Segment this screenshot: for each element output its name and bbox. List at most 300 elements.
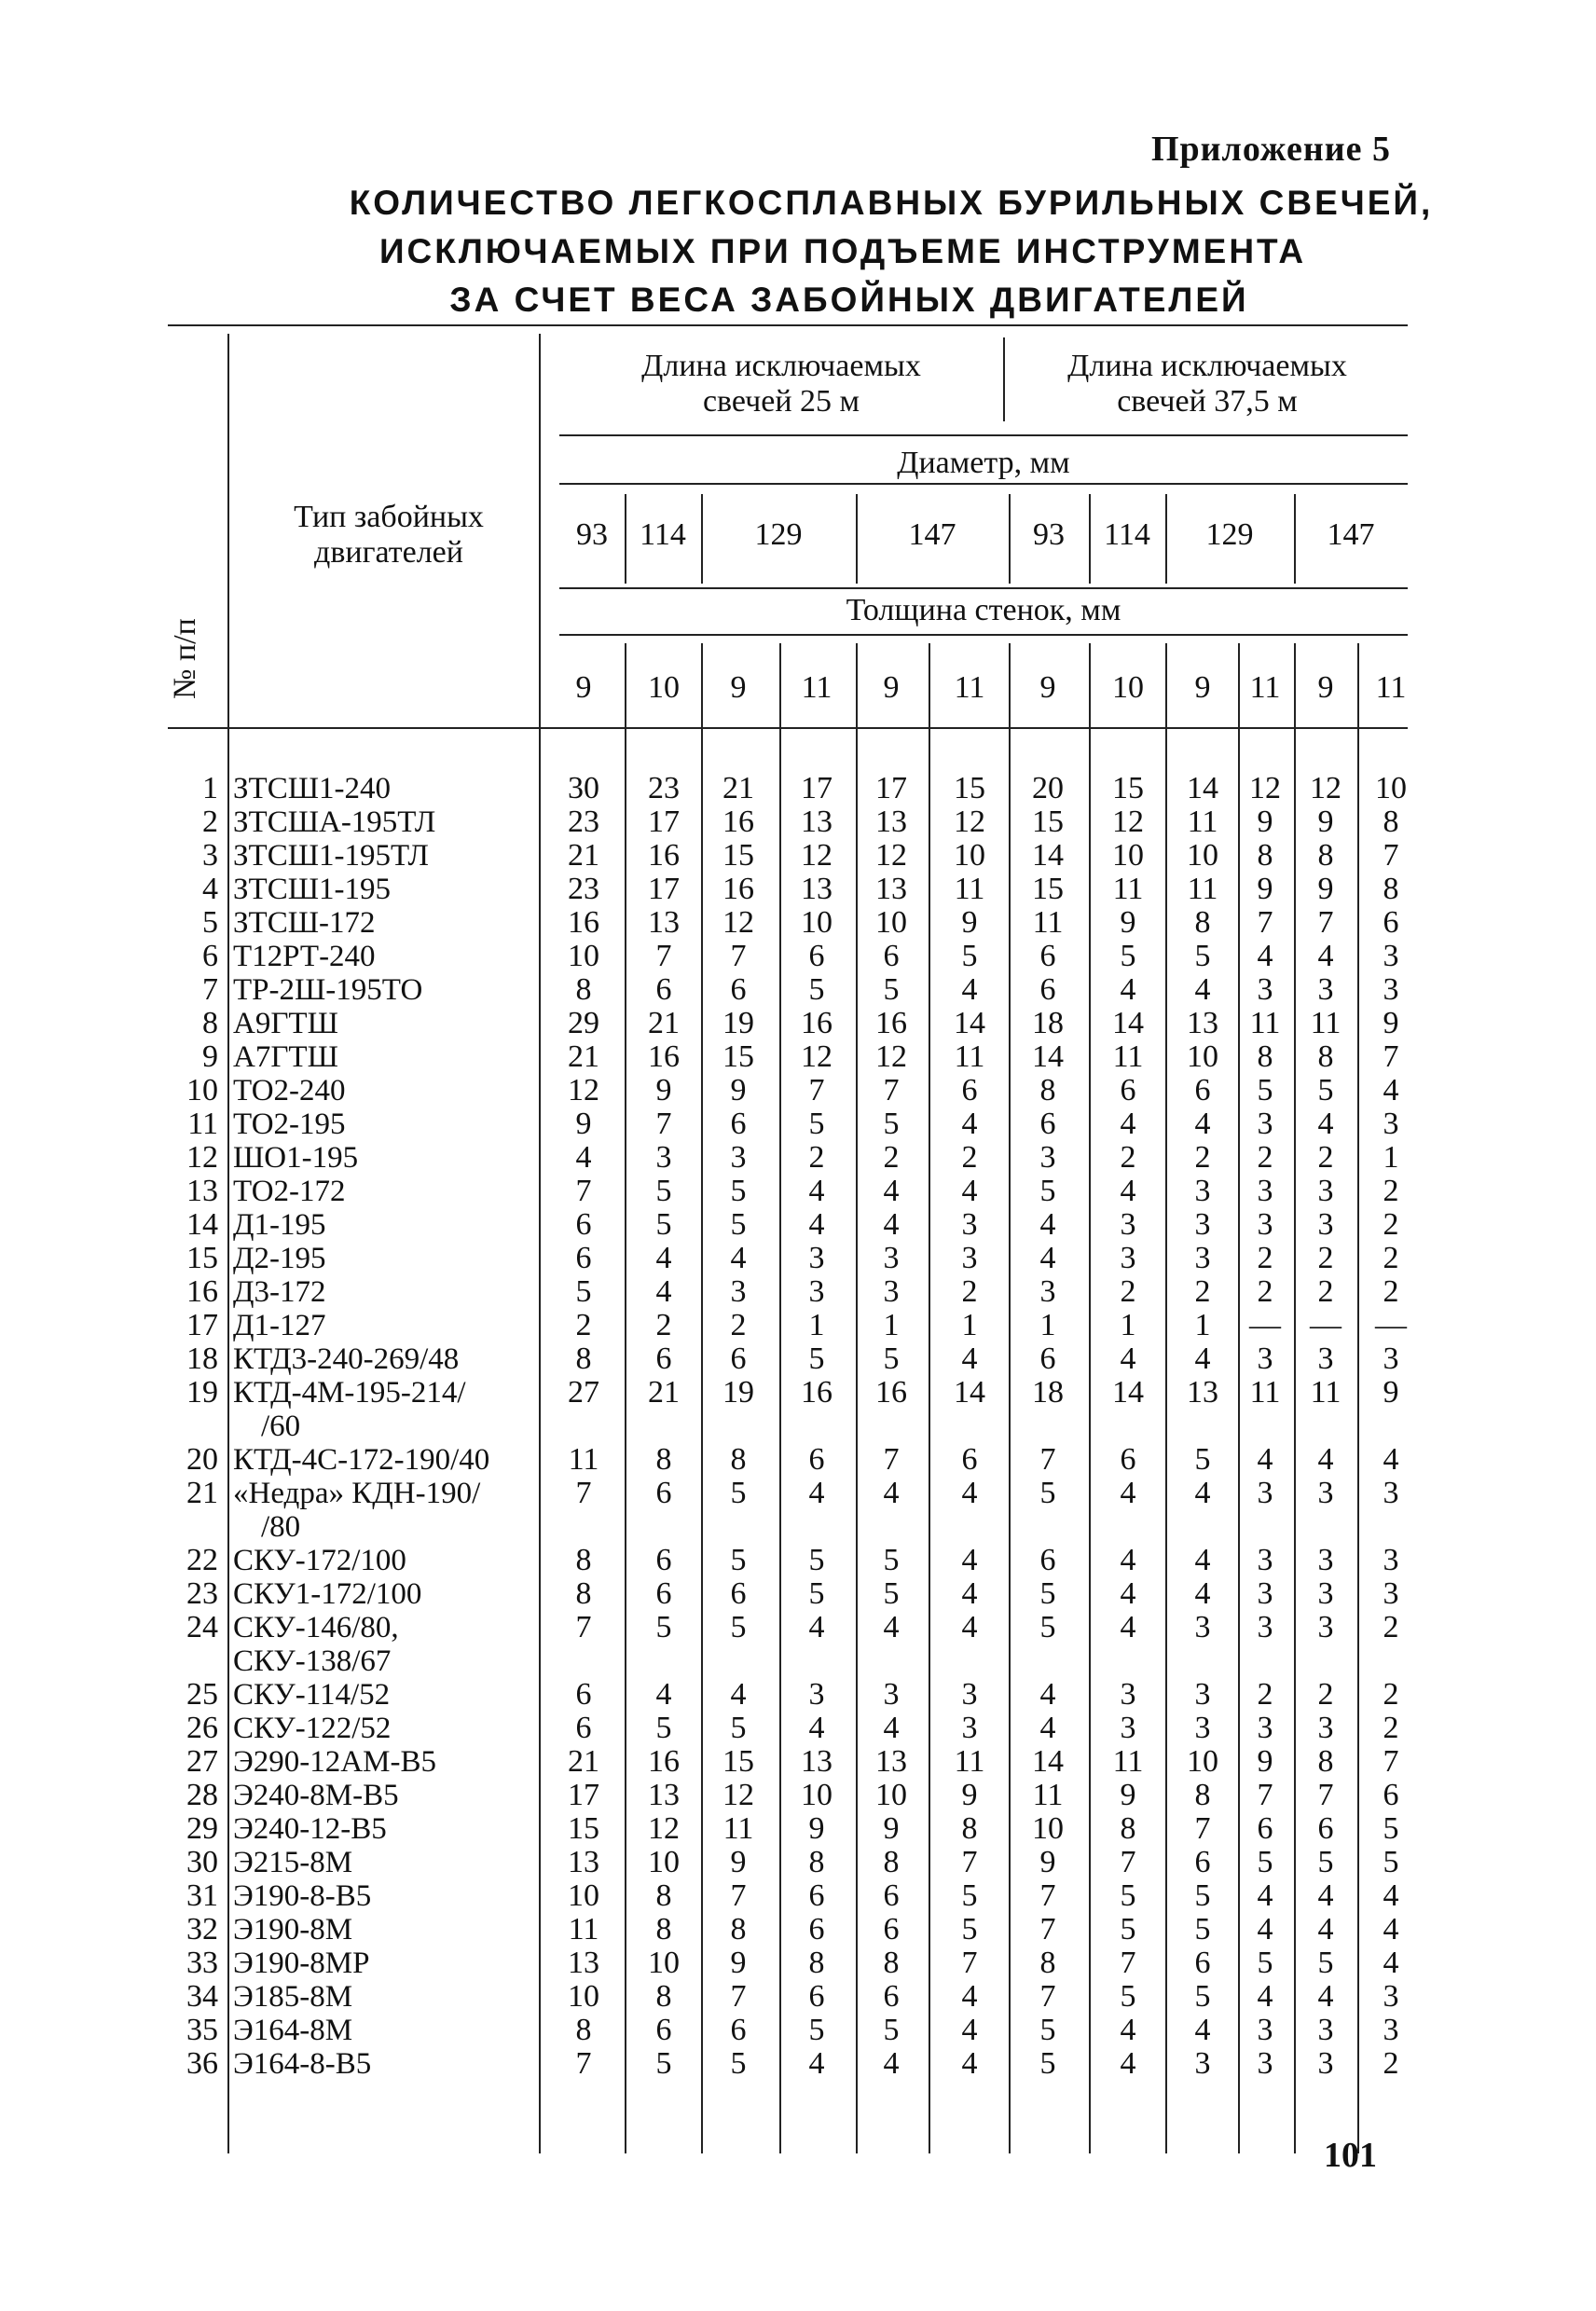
table-cell: 4 xyxy=(1317,1979,1334,2014)
table-cell: 6 xyxy=(575,1241,592,1275)
table-cell: 16 xyxy=(722,872,754,906)
table-cell: 11 xyxy=(954,1039,985,1074)
table-cell: 12 xyxy=(722,905,754,940)
table-cell: 4 xyxy=(961,1174,978,1208)
group2-header xyxy=(1007,349,1408,420)
table-cell: 2 xyxy=(575,1308,592,1342)
table-cell: 4 xyxy=(1194,1341,1211,1376)
table-cell: 4 xyxy=(655,1241,672,1275)
table-cell: 2 xyxy=(1383,1174,1399,1208)
row-number: 34 xyxy=(186,1979,218,2014)
table-cell: 12 xyxy=(875,1039,907,1074)
table-cell: 1 xyxy=(1383,1140,1399,1175)
table-cell: 5 xyxy=(1194,1912,1211,1946)
engine-type: Т12РТ-240 xyxy=(233,940,376,973)
table-cell: 2 xyxy=(1194,1140,1211,1175)
table-cell: 3 xyxy=(1257,1476,1273,1510)
table-cell: 7 xyxy=(1257,1778,1273,1812)
table-cell: 2 xyxy=(1257,1241,1273,1275)
table-cell: 3 xyxy=(1383,1107,1399,1141)
engine-type: «Недра» КДН-190/ xyxy=(233,1477,481,1510)
table-cell: 13 xyxy=(648,905,680,940)
table-cell: 4 xyxy=(1257,939,1273,973)
table-cell: 3 xyxy=(1194,1241,1211,1275)
table-cell: 9 xyxy=(1317,805,1334,839)
table-cell: 9 xyxy=(1257,1744,1273,1779)
row-number: 32 xyxy=(186,1912,218,1946)
table-cell: 11 xyxy=(1112,1039,1144,1074)
table-cell: 3 xyxy=(1257,1576,1273,1611)
table-cell: 5 xyxy=(1120,1912,1136,1946)
table-cell: 5 xyxy=(1194,1979,1211,2014)
row-number: 11 xyxy=(187,1107,218,1141)
thickness-value: 11 xyxy=(954,670,985,705)
table-cell: 6 xyxy=(1317,1811,1334,1846)
table-cell: 11 xyxy=(568,1912,599,1946)
table-cell: 3 xyxy=(808,1677,825,1712)
table-cell: 6 xyxy=(808,939,825,973)
table-cell: 9 xyxy=(1257,872,1273,906)
type-header-line-2: двигателей xyxy=(314,535,463,570)
table-cell: 3 xyxy=(1317,1341,1334,1376)
table-cell: 4 xyxy=(1194,1476,1211,1510)
table-cell: 8 xyxy=(1257,838,1273,873)
row-number: 7 xyxy=(202,972,218,1007)
table-cell: 9 xyxy=(730,1946,747,1980)
engine-type: Д1-127 xyxy=(233,1309,326,1342)
row-number: 22 xyxy=(186,1543,218,1577)
table-cell: 14 xyxy=(1032,1039,1064,1074)
diameters-rule xyxy=(559,587,1408,589)
table-cell: 7 xyxy=(1194,1811,1211,1846)
table-cell: 4 xyxy=(1039,1677,1056,1712)
table-cell: 8 xyxy=(575,1576,592,1611)
table-cell: 5 xyxy=(655,1174,672,1208)
row-number: 8 xyxy=(202,1006,218,1040)
table-cell: 3 xyxy=(1039,1274,1056,1309)
table-cell: 12 xyxy=(1310,771,1341,805)
table-cell: 2 xyxy=(1383,1610,1399,1644)
table-cell: 4 xyxy=(1120,1174,1136,1208)
table-cell: 9 xyxy=(1039,1845,1056,1879)
table-cell: 5 xyxy=(1120,1878,1136,1913)
table-cell: 6 xyxy=(1120,1442,1136,1477)
table-cell: 13 xyxy=(1187,1006,1218,1040)
table-cell: 5 xyxy=(883,1341,900,1376)
table-cell: 4 xyxy=(961,1476,978,1510)
table-cell: 3 xyxy=(1317,1174,1334,1208)
table-cell: 12 xyxy=(648,1811,680,1846)
engine-type: Э190-8М xyxy=(233,1913,353,1946)
table-cell: 9 xyxy=(961,905,978,940)
diameter-column-rule xyxy=(625,494,626,584)
table-cell: 3 xyxy=(1257,2013,1273,2047)
table-cell: 5 xyxy=(730,1610,747,1644)
row-number: 29 xyxy=(186,1811,218,1846)
table-cell: 5 xyxy=(883,2013,900,2047)
table-cell: 6 xyxy=(730,1576,747,1611)
row-number: 4 xyxy=(202,872,218,906)
thickness-value: 9 xyxy=(575,670,592,705)
table-cell: 5 xyxy=(730,1711,747,1745)
table-cell: 4 xyxy=(883,1476,900,1510)
table-cell: 2 xyxy=(1383,1207,1399,1242)
table-cell: 5 xyxy=(1194,1442,1211,1477)
table-cell: 3 xyxy=(1120,1241,1136,1275)
row-number: 12 xyxy=(186,1140,218,1175)
table-cell: 17 xyxy=(801,771,832,805)
no-header: № п/п xyxy=(168,618,202,699)
table-cell: 5 xyxy=(1120,939,1136,973)
table-cell: 6 xyxy=(730,1341,747,1376)
table-cell: 21 xyxy=(648,1006,680,1040)
thickness-header: Толщина стенок, мм xyxy=(846,593,1121,627)
table-cell: 5 xyxy=(1383,1845,1399,1879)
table-cell: 7 xyxy=(575,1610,592,1644)
engine-type: КТД-4М-195-214/ xyxy=(233,1376,466,1410)
table-cell: 1 xyxy=(883,1308,900,1342)
table-cell: 4 xyxy=(961,972,978,1007)
table-cell: 9 xyxy=(808,1811,825,1846)
engine-type: Д2-195 xyxy=(233,1242,326,1275)
table-cell: 14 xyxy=(1032,838,1064,873)
table-cell: 2 xyxy=(1317,1241,1334,1275)
table-cell: 8 xyxy=(575,2013,592,2047)
thickness-value: 11 xyxy=(1375,670,1407,705)
engine-type: КТД-4С-172-190/40 xyxy=(233,1443,490,1477)
table-cell: 7 xyxy=(575,1174,592,1208)
row-number: 1 xyxy=(202,771,218,805)
table-cell: 2 xyxy=(1120,1274,1136,1309)
table-cell: 6 xyxy=(655,1341,672,1376)
table-cell: 8 xyxy=(961,1811,978,1846)
group1-header-line-2: свечей 25 м xyxy=(702,384,860,419)
table-cell: 8 xyxy=(575,1341,592,1376)
table-cell: 4 xyxy=(883,1711,900,1745)
table-cell: 5 xyxy=(883,1107,900,1141)
table-cell: 21 xyxy=(648,1375,680,1410)
table-cell: 2 xyxy=(961,1274,978,1309)
table-cell: 3 xyxy=(1257,1711,1273,1745)
group-rule xyxy=(559,434,1408,436)
table-cell: 5 xyxy=(730,2046,747,2081)
table-cell: 6 xyxy=(883,1878,900,1913)
table-cell: 4 xyxy=(883,1610,900,1644)
engine-type: Э240-12-В5 xyxy=(233,1812,387,1846)
title-line-1: КОЛИЧЕСТВО ЛЕГКОСПЛАВНЫХ БУРИЛЬНЫХ СВЕЧЕЙ, xyxy=(349,184,1434,222)
thickness-column-rule xyxy=(1294,643,1296,2153)
table-cell: 11 xyxy=(1310,1375,1341,1410)
table-cell: 4 xyxy=(1383,1912,1399,1946)
table-cell: 2 xyxy=(1317,1140,1334,1175)
table-cell: 15 xyxy=(1032,872,1064,906)
table-cell: 6 xyxy=(1039,1543,1056,1577)
table-cell: 3 xyxy=(808,1274,825,1309)
row-number: 10 xyxy=(186,1073,218,1107)
table-cell: 4 xyxy=(1120,2046,1136,2081)
table-cell: 12 xyxy=(875,838,907,873)
table-cell: 4 xyxy=(883,2046,900,2081)
table-cell: 5 xyxy=(655,1610,672,1644)
table-cell: 8 xyxy=(1317,1744,1334,1779)
table-cell: 6 xyxy=(808,1912,825,1946)
table-cell: 1 xyxy=(1120,1308,1136,1342)
table-cell: 7 xyxy=(575,2046,592,2081)
table-cell: 6 xyxy=(730,2013,747,2047)
table-cell: 11 xyxy=(1187,805,1218,839)
table-cell: 7 xyxy=(1317,1778,1334,1812)
table-cell: 5 xyxy=(808,1576,825,1611)
table-cell: 5 xyxy=(1194,939,1211,973)
table-cell: 5 xyxy=(1039,1610,1056,1644)
table-cell: 7 xyxy=(883,1442,900,1477)
table-cell: 3 xyxy=(1257,972,1273,1007)
table-cell: 9 xyxy=(1120,1778,1136,1812)
table-cell: 11 xyxy=(1187,872,1218,906)
thickness-column-rule xyxy=(1089,643,1091,2153)
page-title xyxy=(0,179,1596,324)
table-cell: 3 xyxy=(883,1241,900,1275)
table-cell: 2 xyxy=(961,1140,978,1175)
thickness-value: 9 xyxy=(1194,670,1211,705)
table-cell: 8 xyxy=(1317,838,1334,873)
table-cell: 4 xyxy=(1194,2013,1211,2047)
table-cell: 7 xyxy=(1383,1744,1399,1779)
table-cell: 2 xyxy=(1317,1677,1334,1712)
table-cell: 5 xyxy=(883,1576,900,1611)
table-cell: 9 xyxy=(730,1845,747,1879)
table-cell: 10 xyxy=(875,1778,907,1812)
table-cell: 4 xyxy=(1039,1207,1056,1242)
table-cell: 15 xyxy=(722,838,754,873)
table-cell: 11 xyxy=(722,1811,754,1846)
table-cell: 5 xyxy=(730,1207,747,1242)
table-cell: 11 xyxy=(1249,1375,1281,1410)
table-cell: 7 xyxy=(730,1878,747,1913)
row-number: 35 xyxy=(186,2013,218,2047)
table-cell: 12 xyxy=(801,1039,832,1074)
type-column-rule xyxy=(539,334,541,2153)
engine-type: Э164-8М xyxy=(233,2014,353,2047)
table-cell: 10 xyxy=(1112,838,1144,873)
engine-type: ТО2-240 xyxy=(233,1074,346,1107)
table-cell: 3 xyxy=(883,1274,900,1309)
table-cell: 4 xyxy=(1383,1946,1399,1980)
table-cell: 4 xyxy=(961,2013,978,2047)
table-cell: 10 xyxy=(1375,771,1407,805)
table-cell: 11 xyxy=(954,1744,985,1779)
table-cell: 8 xyxy=(1194,1778,1211,1812)
table-cell: 3 xyxy=(961,1711,978,1745)
table-cell: 3 xyxy=(1317,2046,1334,2081)
table-cell: 4 xyxy=(1194,1576,1211,1611)
table-cell: 5 xyxy=(575,1274,592,1309)
table-cell: 7 xyxy=(961,1946,978,1980)
thickness-value: 11 xyxy=(1249,670,1281,705)
table-cell: 3 xyxy=(1383,1979,1399,2014)
table-cell: 3 xyxy=(1194,2046,1211,2081)
engine-type: ЗТСШ1-195ТЛ xyxy=(233,839,429,873)
thickness-column-rule xyxy=(1009,643,1011,2153)
table-cell: 12 xyxy=(801,838,832,873)
table-cell: 4 xyxy=(730,1677,747,1712)
table-cell: 6 xyxy=(883,1979,900,2014)
type-header xyxy=(244,500,533,571)
engine-type: СКУ-146/80, xyxy=(233,1611,399,1644)
engine-type-continued: СКУ-138/67 xyxy=(233,1644,392,1678)
table-cell: 21 xyxy=(568,838,599,873)
table-cell: 13 xyxy=(875,1744,907,1779)
table-cell: 5 xyxy=(1039,2013,1056,2047)
table-cell: 16 xyxy=(801,1006,832,1040)
table-cell: 4 xyxy=(961,2046,978,2081)
table-cell: 7 xyxy=(1039,1442,1056,1477)
table-cell: 5 xyxy=(808,972,825,1007)
table-cell: 17 xyxy=(875,771,907,805)
table-cell: 5 xyxy=(961,1912,978,1946)
table-cell: 9 xyxy=(655,1073,672,1107)
diameter-value: 114 xyxy=(640,517,686,552)
table-cell: 8 xyxy=(1120,1811,1136,1846)
table-cell: 8 xyxy=(808,1845,825,1879)
table-cell: 3 xyxy=(1317,1476,1334,1510)
thickness-column-rule xyxy=(856,643,858,2153)
row-number: 25 xyxy=(186,1677,218,1712)
engine-type: СКУ1-172/100 xyxy=(233,1577,422,1611)
table-cell: 4 xyxy=(808,1610,825,1644)
row-number: 14 xyxy=(186,1207,218,1242)
table-cell: 8 xyxy=(575,972,592,1007)
table-cell: 21 xyxy=(722,771,754,805)
table-cell: 21 xyxy=(568,1039,599,1074)
table-cell: 9 xyxy=(961,1778,978,1812)
table-cell: 5 xyxy=(808,1341,825,1376)
thickness-value: 9 xyxy=(730,670,747,705)
engine-type: Э215-8М xyxy=(233,1846,353,1879)
diameter-header: Диаметр, мм xyxy=(897,446,1070,480)
table-cell: 6 xyxy=(655,972,672,1007)
table-cell: 6 xyxy=(655,1576,672,1611)
row-number: 30 xyxy=(186,1845,218,1879)
table-cell: 14 xyxy=(1032,1744,1064,1779)
table-cell: 5 xyxy=(961,1878,978,1913)
table-cell: 5 xyxy=(1257,1073,1273,1107)
table-cell: 5 xyxy=(655,1207,672,1242)
table-cell: 2 xyxy=(1257,1274,1273,1309)
table-cell: 4 xyxy=(808,1207,825,1242)
table-cell: 8 xyxy=(1383,805,1399,839)
table-cell: 1 xyxy=(1194,1308,1211,1342)
table-cell: 20 xyxy=(1032,771,1064,805)
row-number: 2 xyxy=(202,805,218,839)
table-cell: 4 xyxy=(1317,1912,1334,1946)
table-cell: 3 xyxy=(1257,1207,1273,1242)
table-cell: 5 xyxy=(730,1174,747,1208)
table-cell: 4 xyxy=(1120,2013,1136,2047)
thickness-value: 9 xyxy=(1317,670,1334,705)
table-cell: 4 xyxy=(961,1576,978,1611)
diameter-column-rule xyxy=(701,494,703,584)
table-cell: 3 xyxy=(1317,1610,1334,1644)
table-cell: — xyxy=(1375,1308,1407,1342)
engine-type: ЗТСШ1-240 xyxy=(233,772,391,805)
table-cell: 4 xyxy=(961,1107,978,1141)
table-cell: 5 xyxy=(961,939,978,973)
row-number: 20 xyxy=(186,1442,218,1477)
row-number: 17 xyxy=(186,1308,218,1342)
table-cell: 3 xyxy=(1317,1543,1334,1577)
table-cell: 4 xyxy=(1383,1878,1399,1913)
table-cell: 6 xyxy=(575,1207,592,1242)
diameter-column-rule xyxy=(1009,494,1011,584)
table-cell: 8 xyxy=(655,1442,672,1477)
title-line-2: ИСКЛЮЧАЕМЫХ ПРИ ПОДЪЕМЕ ИНСТРУМЕНТА xyxy=(378,232,1307,270)
table-cell: 3 xyxy=(1120,1207,1136,1242)
diameter-value: 93 xyxy=(1033,517,1065,552)
table-cell: 17 xyxy=(568,1778,599,1812)
table-cell: 4 xyxy=(1317,1107,1334,1141)
table-cell: 17 xyxy=(648,872,680,906)
table-cell: 1 xyxy=(961,1308,978,1342)
table-cell: 6 xyxy=(883,939,900,973)
table-cell: 10 xyxy=(648,1946,680,1980)
row-number: 19 xyxy=(186,1375,218,1410)
table-cell: 6 xyxy=(1039,1107,1056,1141)
table-cell: 8 xyxy=(575,1543,592,1577)
table-cell: 8 xyxy=(883,1946,900,1980)
table-cell: 19 xyxy=(722,1375,754,1410)
table-cell: 6 xyxy=(730,972,747,1007)
table-cell: 3 xyxy=(1257,1174,1273,1208)
table-cell: 4 xyxy=(1194,972,1211,1007)
table-cell: 5 xyxy=(1039,2046,1056,2081)
table-cell: 9 xyxy=(1383,1375,1399,1410)
table-cell: 5 xyxy=(1194,1878,1211,1913)
table-cell: 13 xyxy=(801,1744,832,1779)
table-cell: 4 xyxy=(1120,1341,1136,1376)
table-cell: 5 xyxy=(1317,1845,1334,1879)
table-cell: 15 xyxy=(568,1811,599,1846)
title-line-3: ЗА СЧЕТ ВЕСА ЗАБОЙНЫХ ДВИГАТЕЛЕЙ xyxy=(449,281,1249,319)
table-cell: 6 xyxy=(575,1711,592,1745)
table-cell: 15 xyxy=(722,1039,754,1074)
table-cell: 16 xyxy=(722,805,754,839)
table-cell: 3 xyxy=(730,1140,747,1175)
table-cell: 2 xyxy=(730,1308,747,1342)
table-top-rule xyxy=(168,324,1408,326)
table-cell: 14 xyxy=(954,1375,985,1410)
table-cell: 11 xyxy=(1112,872,1144,906)
table-cell: 3 xyxy=(961,1677,978,1712)
table-cell: 3 xyxy=(1317,2013,1334,2047)
thickness-column-rule xyxy=(701,643,703,2153)
table-cell: 4 xyxy=(961,1543,978,1577)
table-cell: 3 xyxy=(1383,939,1399,973)
table-cell: 10 xyxy=(568,939,599,973)
table-cell: 3 xyxy=(1257,1543,1273,1577)
table-cell: 2 xyxy=(1383,1677,1399,1712)
table-cell: 3 xyxy=(1194,1207,1211,1242)
table-cell: 4 xyxy=(1194,1107,1211,1141)
table-cell: 4 xyxy=(961,1341,978,1376)
thickness-column-rule xyxy=(929,643,930,2153)
table-cell: 14 xyxy=(1112,1006,1144,1040)
table-cell: 3 xyxy=(1317,972,1334,1007)
table-cell: 16 xyxy=(875,1375,907,1410)
engine-type: СКУ-114/52 xyxy=(233,1678,391,1712)
table-cell: 13 xyxy=(875,805,907,839)
no-column-rule xyxy=(227,334,229,2153)
